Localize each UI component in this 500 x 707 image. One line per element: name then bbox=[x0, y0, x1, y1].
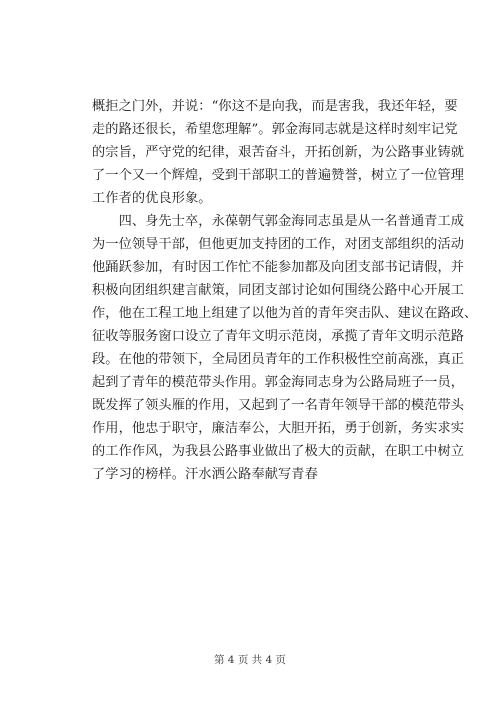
text-line: 作用，他忠于职守，廉洁奉公，大胆开拓，勇于创新，务实求实 bbox=[92, 421, 465, 436]
text-line: 既发挥了领头雁的作用，又起到了一名青年领导干部的模范带头 bbox=[92, 398, 465, 413]
text-line: 四、身先士卒，永葆朝气郭金海同志虽是从一名普通青工成 bbox=[92, 214, 465, 229]
text-line: 积极向团组织建言献策，同团支部讨论如何围绕公路中心开展工 bbox=[92, 283, 465, 298]
text-line: 他踊跃参加，有时因工作忙不能参加都及向团支部书记请假，并 bbox=[92, 260, 465, 275]
body-text bbox=[92, 95, 478, 486]
text-line: 的宗旨，严守党的纪律，艰苦奋斗，开拓创新，为公路事业铸就 bbox=[92, 145, 465, 160]
text-line: 的工作作风，为我县公路事业做出了极大的贡献，在职工中树立 bbox=[92, 444, 465, 459]
text-line: 了学习的榜样。汗水洒公路奉献写青春 bbox=[92, 467, 318, 482]
text-line: 作，他在工程工地上组建了以他为首的青年突击队、建议在路政、 bbox=[92, 306, 478, 321]
text-line: 起到了青年的模范带头作用。郭金海同志身为公路局班子一员， bbox=[92, 375, 465, 390]
text-line: 征收等服务窗口设立了青年文明示范岗，承揽了青年文明示范路 bbox=[92, 329, 465, 344]
page-footer bbox=[0, 652, 500, 667]
page-number: 第 4 页 共 4 页 bbox=[213, 654, 287, 666]
text-line: 段。在他的带领下，全局团员青年的工作积极性空前高涨，真正 bbox=[92, 352, 465, 367]
text-line: 走的路还很长，希望您理解”。郭金海同志就是这样时刻牢记党 bbox=[92, 122, 458, 137]
text-line: 概拒之门外，并说：“你这不是向我，而是害我，我还年轻，要 bbox=[92, 99, 458, 114]
text-line: 了一个又一个辉煌，受到干部职工的普遍赞誉，树立了一位管理 bbox=[92, 168, 465, 183]
text-line: 为一位领导干部，但他更加支持团的工作，对团支部组织的活动 bbox=[92, 237, 465, 252]
text-line: 工作者的优良形象。 bbox=[92, 191, 212, 206]
